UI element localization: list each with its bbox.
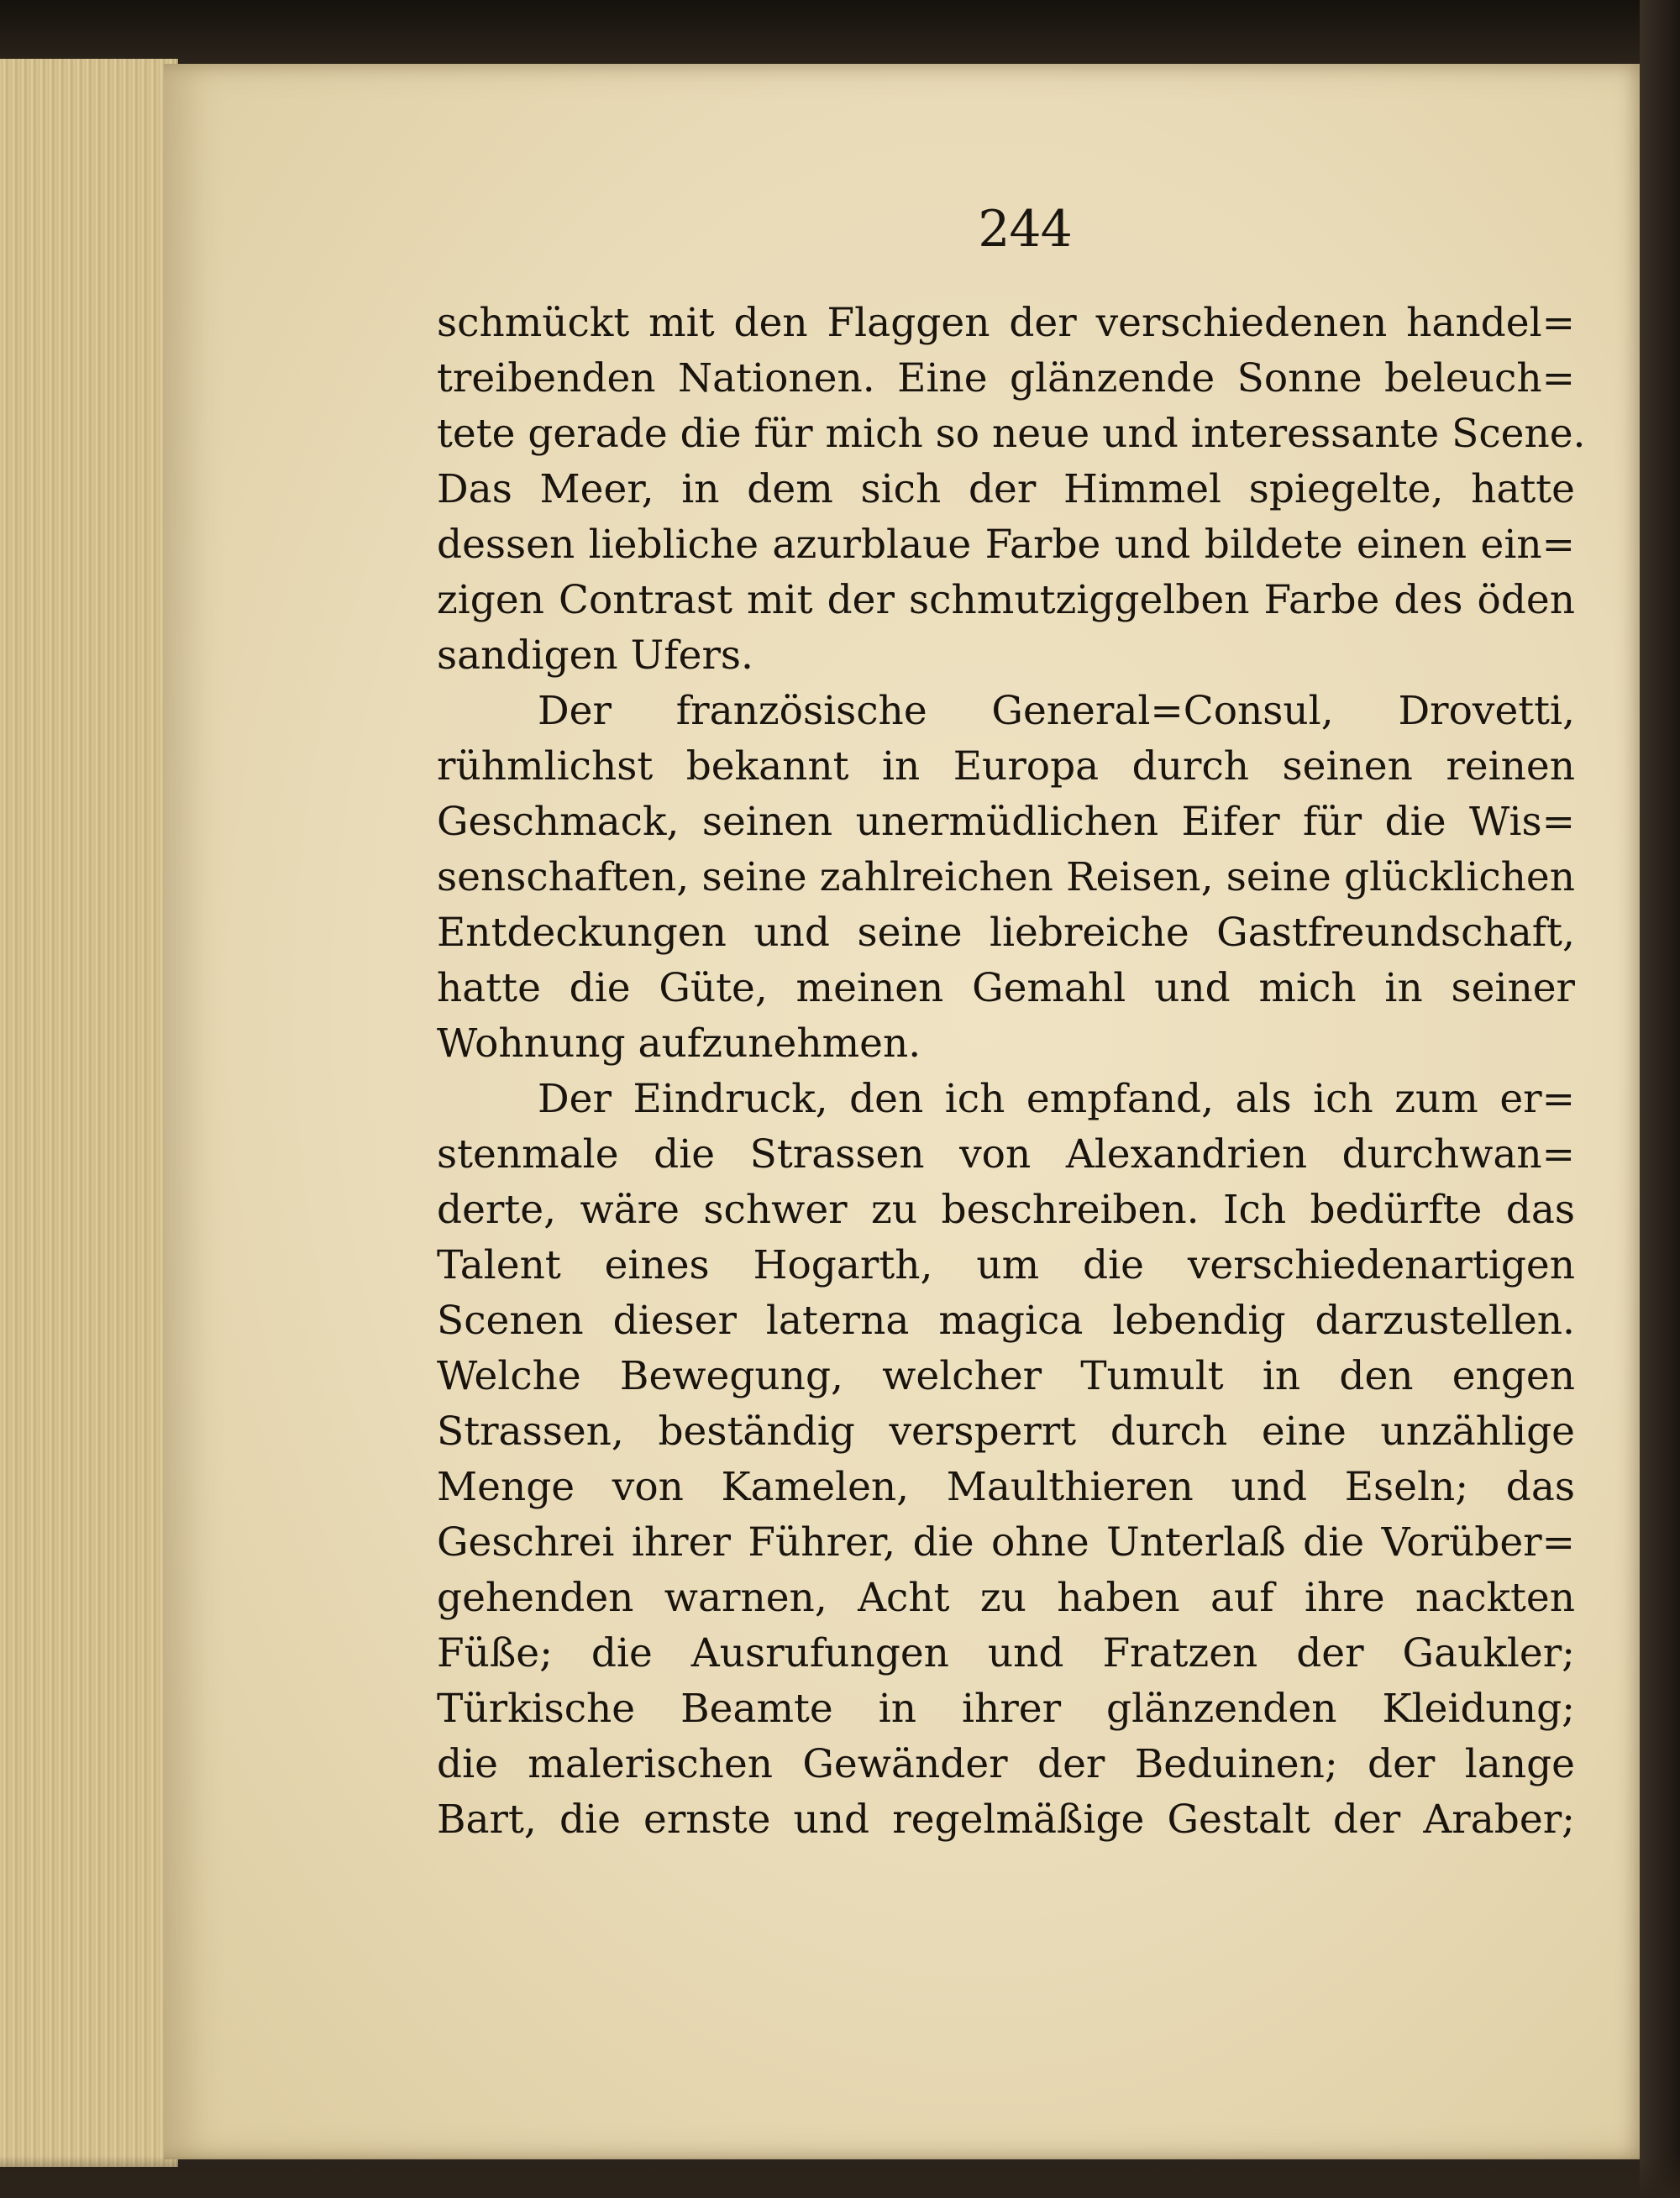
text-line: Menge von Kamelen, Maulthieren und Eseln; das [437, 1464, 1575, 1510]
text-line: Entdeckungen und seine liebreiche Gastfreundschaft, [437, 910, 1575, 956]
text-line: dessen liebliche azurblaue Farbe und bildete einen ein= [437, 522, 1575, 568]
text-line: Geschrei ihrer Führer, die ohne Unterlaß die Vorüber= [437, 1519, 1575, 1566]
text-line: rühmlichst bekannt in Europa durch seinen reinen [437, 743, 1575, 789]
text-line: gehenden warnen, Acht zu haben auf ihre nackten [437, 1575, 1575, 1621]
scan-background-right [1640, 0, 1680, 2198]
scan-background-top [0, 0, 1680, 66]
text-line: Türkische Beamte in ihrer glänzenden Kleidung; [437, 1686, 1575, 1732]
body-text [437, 296, 1586, 1848]
text-line: Bart, die ernste und regelmäßige Gestalt der Araber; [437, 1797, 1575, 1843]
text-line: die malerischen Gewänder der Beduinen; der lange [437, 1741, 1575, 1787]
text-line: Welche Bewegung, welcher Tumult in den engen [437, 1353, 1575, 1399]
page-number: 244 [978, 200, 1072, 259]
text-line: Füße; die Ausrufungen und Fratzen der Gaukler; [437, 1630, 1575, 1676]
text-line: zigen Contrast mit der schmutziggelben Farbe des öden [437, 577, 1575, 623]
book-page-edges [0, 59, 178, 2167]
paragraph-start-line: Der Eindruck, den ich empfand, als ich zum er= [538, 1076, 1575, 1122]
text-line: treibenden Nationen. Eine glänzende Sonne beleuch= [437, 355, 1575, 401]
text-line: derte, wäre schwer zu beschreiben. Ich bedürfte das [437, 1187, 1575, 1233]
text-line: Wohnung aufzunehmen. [437, 1020, 921, 1067]
text-line: Strassen, beständig versperrt durch eine unzählige [437, 1409, 1575, 1455]
text-line: schmückt mit den Flaggen der verschiedenen handel= [437, 300, 1575, 346]
text-line: Scenen dieser laterna magica lebendig darzustellen. [437, 1298, 1575, 1344]
text-line: senschaften, seine zahlreichen Reisen, seine glücklichen [437, 854, 1575, 900]
text-line: Das Meer, in dem sich der Himmel spiegelte, hatte [437, 466, 1575, 512]
paragraph-start-line: Der französische General=Consul, Drovetti, [538, 688, 1575, 734]
text-line: Talent eines Hogarth, um die verschiedenartigen [437, 1242, 1575, 1288]
text-line: stenmale die Strassen von Alexandrien durchwan= [437, 1131, 1575, 1178]
text-line: tete gerade die für mich so neue und interessante Scene. [437, 411, 1586, 457]
text-line: hatte die Güte, meinen Gemahl und mich in seiner [437, 965, 1575, 1011]
text-line: sandigen Ufers. [437, 632, 753, 679]
scan-background-bottom [0, 2156, 1680, 2198]
text-line: Geschmack, seinen unermüdlichen Eifer für die Wis= [437, 799, 1575, 845]
